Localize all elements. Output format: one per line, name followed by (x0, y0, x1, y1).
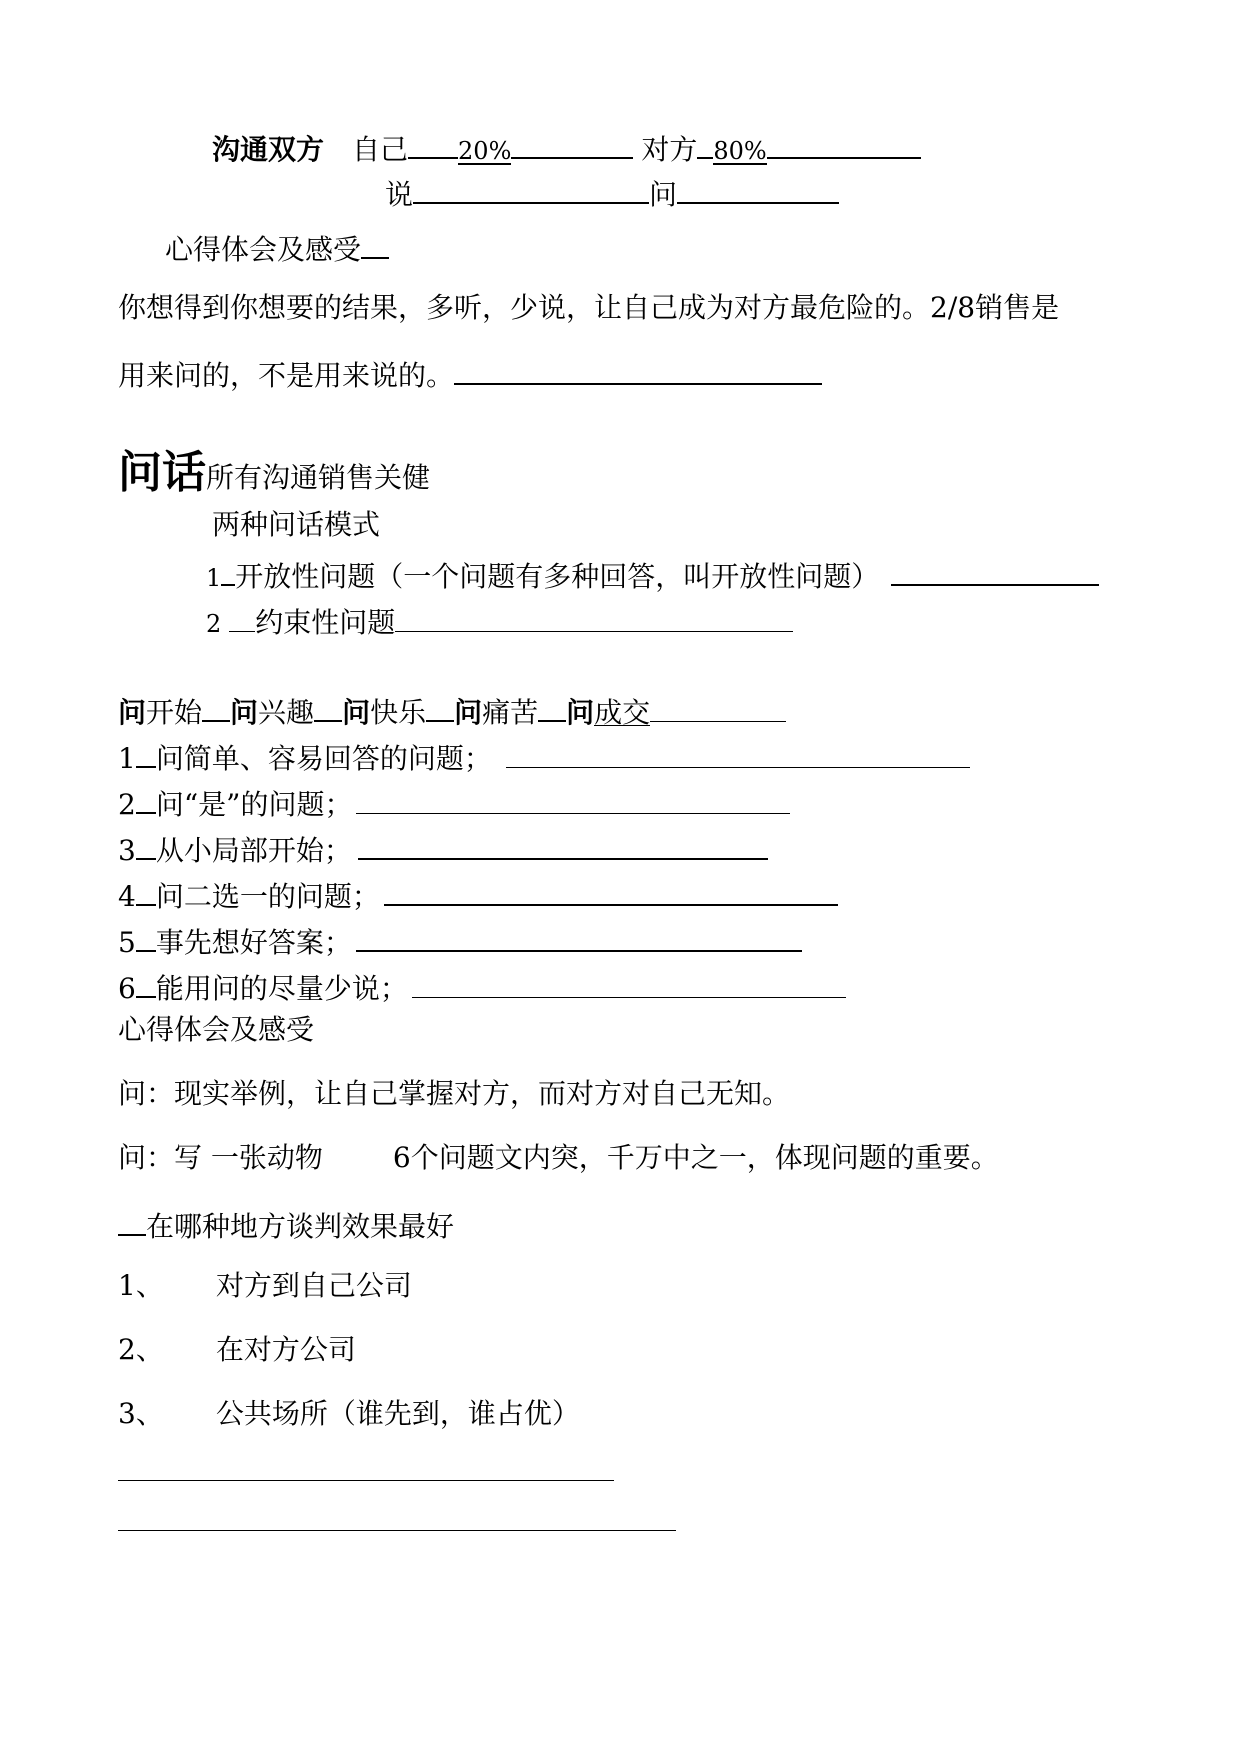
question-part-a: 问：写 一张动物 (118, 1141, 323, 1174)
mode-num: 2 (206, 610, 222, 638)
blank (221, 554, 235, 586)
place-num: 2、 (118, 1333, 164, 1366)
blank (229, 601, 255, 632)
feeling-heading-1 (165, 227, 389, 268)
blank (650, 691, 786, 722)
place-text: 公共场所（谁先到，谁占优） (215, 1397, 580, 1430)
blank (395, 601, 793, 632)
blank (136, 966, 156, 998)
blank (136, 874, 156, 906)
tip-text: 事先想好答案； (155, 926, 352, 959)
blank (136, 736, 156, 768)
tip-text: 能用问的尽量少说； (155, 972, 408, 1005)
tip-text: 问“是”的问题； (155, 788, 353, 821)
mode-1 (206, 554, 1099, 596)
mode-text: 开放性问题（一个问题有多种回答，叫开放性问题） (235, 560, 880, 593)
say-label: 说 (385, 178, 414, 211)
tip-item (118, 828, 768, 869)
self-value: 20% (458, 133, 511, 165)
tip-num: 3 (118, 834, 136, 867)
paragraph-line-1: 你想得到你想要的结果，多听，少说，让自己成为对方最危险的。2/8销售是 (118, 291, 1060, 324)
tip-num: 5 (118, 926, 136, 959)
ask-chain-bold: 问 (118, 696, 147, 729)
blank (358, 828, 768, 860)
other-label: 对方 (641, 133, 698, 166)
blank (891, 554, 1099, 586)
blank (511, 127, 633, 159)
other-value: 80% (713, 133, 766, 165)
place-text: 在对方公司 (215, 1333, 356, 1366)
say-ask-line (385, 172, 839, 213)
paragraph-text: 用来问的，不是用来说的。 (118, 359, 455, 392)
blank (412, 967, 846, 998)
blank (384, 874, 838, 906)
ask-chain-text: 快乐 (370, 696, 427, 729)
blank (361, 227, 389, 259)
feeling-label: 心得体会及感受 (165, 233, 362, 266)
self-label: 自己 (352, 133, 409, 166)
tip-text: 从小局部开始； (155, 834, 352, 867)
blank-line (118, 1480, 614, 1481)
where-title: 在哪种地方谈判效果最好 (146, 1210, 455, 1243)
ask-chain-bold: 问 (454, 696, 483, 729)
ask-chain-bold: 问 (566, 696, 595, 729)
ask-heading (118, 448, 430, 503)
blank (136, 782, 156, 814)
question-line-1: 问：现实举例，让自己掌握对方，而对方对自己无知。 (118, 1077, 791, 1110)
ask-chain-text: 痛苦 (482, 696, 539, 729)
blank-line (118, 1530, 676, 1531)
blank (767, 127, 921, 159)
tip-num: 4 (118, 880, 136, 913)
tip-item (118, 736, 970, 777)
ask-chain-text: 成交 (594, 696, 651, 729)
mode-2 (206, 601, 793, 642)
feeling-heading-2: 心得体会及感受 (118, 1013, 315, 1046)
ask-chain-bold: 问 (342, 696, 371, 729)
place-item (118, 1332, 356, 1368)
blank (538, 690, 566, 722)
blank (426, 690, 454, 722)
blank (454, 353, 822, 385)
mode-num: 1 (206, 564, 222, 592)
communication-parties-label: 沟通双方 (212, 133, 325, 166)
place-num: 1、 (118, 1269, 164, 1302)
blank (356, 783, 790, 814)
blank (202, 690, 230, 722)
place-num: 3、 (118, 1397, 164, 1430)
blank (677, 172, 839, 204)
communication-parties-line (212, 127, 921, 168)
blank (136, 828, 156, 860)
blank (697, 127, 713, 159)
ask-heading-rest: 所有沟通销售关健 (206, 461, 431, 494)
tip-num: 2 (118, 788, 136, 821)
question-part-b: 6个问题文内突，千万中之一，体现问题的重要。 (392, 1141, 999, 1174)
two-modes-heading: 两种问话模式 (212, 508, 381, 541)
mode-text: 约束性问题 (255, 606, 396, 639)
place-item (118, 1268, 412, 1304)
ask-chain (118, 690, 786, 731)
blank (506, 737, 970, 768)
place-text: 对方到自己公司 (215, 1269, 412, 1302)
tip-item (118, 782, 790, 823)
where-heading (118, 1204, 454, 1245)
ask-chain-bold: 问 (230, 696, 259, 729)
blank (408, 127, 458, 159)
tip-num: 6 (118, 972, 136, 1005)
ask-label: 问 (649, 178, 678, 211)
tip-num: 1 (118, 742, 136, 775)
place-item (118, 1396, 580, 1432)
ask-chain-text: 开始 (146, 696, 203, 729)
paragraph-line-2 (118, 353, 822, 394)
ask-heading-big: 问话 (118, 447, 206, 498)
tip-item (118, 966, 846, 1007)
tip-text: 问二选一的问题； (155, 880, 380, 913)
blank (136, 920, 156, 952)
ask-chain-text: 兴趣 (258, 696, 315, 729)
blank (356, 920, 802, 952)
tip-text: 问简单、容易回答的问题； (155, 742, 492, 775)
blank (413, 172, 649, 204)
question-line-2 (118, 1140, 999, 1176)
tip-item (118, 920, 802, 961)
tip-item (118, 874, 838, 915)
blank (118, 1204, 146, 1236)
blank (314, 690, 342, 722)
